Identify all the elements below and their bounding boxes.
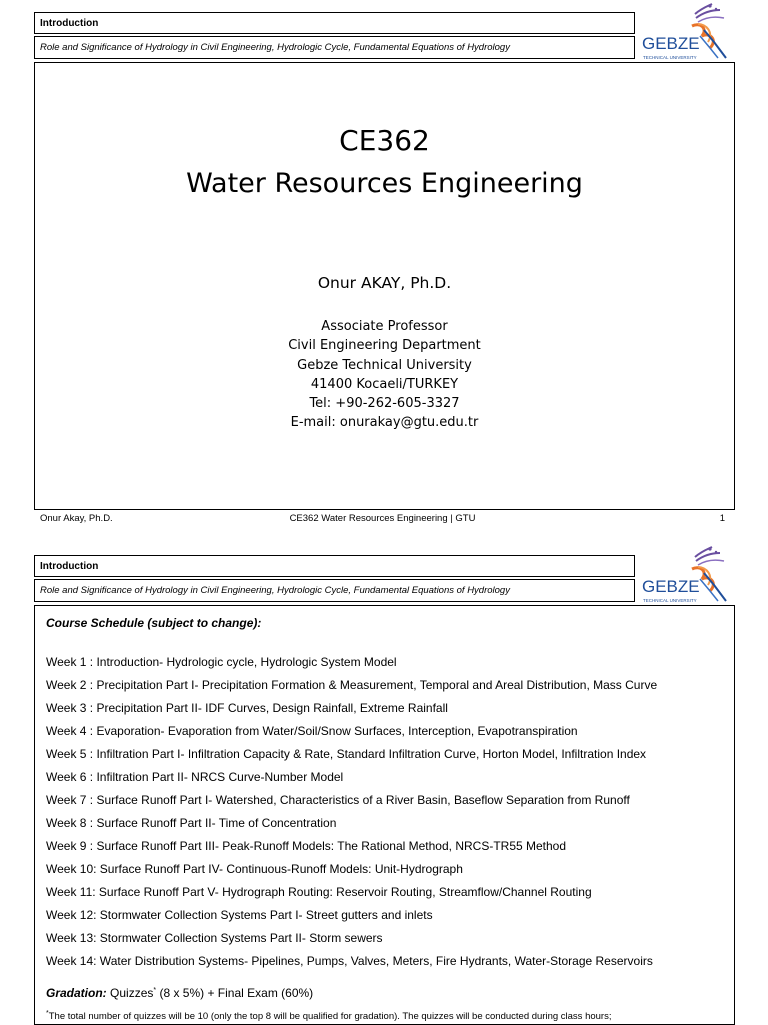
gradation-footnote-marker: * <box>153 987 157 994</box>
header-title: Introduction <box>34 12 635 34</box>
footer-page-number: 1 <box>719 513 725 524</box>
contact-university: Gebze Technical University <box>297 357 472 373</box>
contact-address: 41400 Kocaeli/TURKEY <box>310 376 459 392</box>
logo-text: GEBZE <box>642 34 700 53</box>
gradation-quizzes: Quizzes <box>110 986 154 1000</box>
week-item: Week 4 : Evaporation- Evaporation from Water/Soil/Snow Surfaces, Interception, Evapotranspiration <box>46 724 578 738</box>
week-item: Week 9 : Surface Runoff Part III- Peak-Runoff Models: The Rational Method, NRCS-TR55 Method <box>46 839 567 853</box>
week-item: Week 13: Stormwater Collection Systems Part II- Storm sewers <box>46 931 383 945</box>
header-title: Introduction <box>34 555 635 577</box>
slide-footer <box>40 513 725 525</box>
course-code: CE362 <box>339 124 430 157</box>
footnote-text: The total number of quizzes will be 10 (only the top 8 will be qualified for gradation). The quizzes will be conducted during class hours; <box>48 1011 612 1023</box>
week-item: Week 8 : Surface Runoff Part II- Time of Concentration <box>46 816 337 830</box>
gebze-logo-icon <box>640 2 735 62</box>
course-name: Water Resources Engineering <box>186 168 583 199</box>
gebze-logo-icon <box>640 545 735 605</box>
week-item: Week 3 : Precipitation Part II- IDF Curves, Design Rainfall, Extreme Rainfall <box>46 701 448 715</box>
footnote-marker: * <box>46 1010 49 1017</box>
contact-department: Civil Engineering Department <box>288 338 481 354</box>
week-item: Week 6 : Infiltration Part II- NRCS Curve-Number Model <box>46 770 344 784</box>
footer-author: Onur Akay, Ph.D. <box>40 513 113 524</box>
logo-text: GEBZE <box>642 577 700 596</box>
week-item: Week 2 : Precipitation Part I- Precipitation Formation & Measurement, Temporal and Areal Distribution, Mass Curve <box>46 678 658 692</box>
week-list <box>46 651 657 973</box>
gradation-breakdown: (8 x 5%) + Final Exam (60%) <box>156 986 314 1000</box>
contact-block <box>35 317 734 433</box>
gradation-label: Gradation: <box>46 986 107 1000</box>
slide-2 <box>0 543 768 1024</box>
week-item: Week 14: Water Distribution Systems- Pipelines, Pumps, Valves, Meters, Fire Hydrants, Water-Storage Reservoirs <box>46 954 653 968</box>
week-item: Week 10: Surface Runoff Part IV- Continuous-Runoff Models: Unit-Hydrograph <box>46 862 463 876</box>
header-subtitle: Role and Significance of Hydrology in Civil Engineering, Hydrologic Cycle, Fundamental Equations of Hydrology <box>34 579 635 602</box>
gradation-line <box>46 986 313 1000</box>
logo-subtext: TECHNICAL UNIVERSITY <box>643 598 697 603</box>
footer-course: CE362 Water Resources Engineering | GTU <box>289 513 476 524</box>
week-item: Week 12: Stormwater Collection Systems Part I- Street gutters and inlets <box>46 908 433 922</box>
week-item: Week 1 : Introduction- Hydrologic cycle, Hydrologic System Model <box>46 655 397 669</box>
schedule-content <box>34 605 735 1025</box>
contact-title: Associate Professor <box>321 319 448 334</box>
header-subtitle: Role and Significance of Hydrology in Civil Engineering, Hydrologic Cycle, Fundamental Equations of Hydrology <box>34 36 635 59</box>
contact-email: E-mail: onurakay@gtu.edu.tr <box>290 415 479 431</box>
week-item: Week 11: Surface Runoff Part V- Hydrograph Routing: Reservoir Routing, Streamflow/Channel Routing <box>46 885 592 899</box>
week-item: Week 5 : Infiltration Part I- Infiltration Capacity & Rate, Standard Infiltration Curve, Horton Model, Infiltration Index <box>46 747 647 761</box>
footnote <box>46 1010 611 1022</box>
contact-phone: Tel: +90-262-605-3327 <box>309 396 460 412</box>
logo-subtext: TECHNICAL UNIVERSITY <box>643 55 697 60</box>
schedule-title: Course Schedule (subject to change): <box>46 616 262 630</box>
week-item: Week 7 : Surface Runoff Part I- Watershed, Characteristics of a River Basin, Baseflow Separation from Runoff <box>46 793 630 807</box>
title-slide-content <box>34 62 735 510</box>
author-name: Onur AKAY, Ph.D. <box>317 274 452 292</box>
